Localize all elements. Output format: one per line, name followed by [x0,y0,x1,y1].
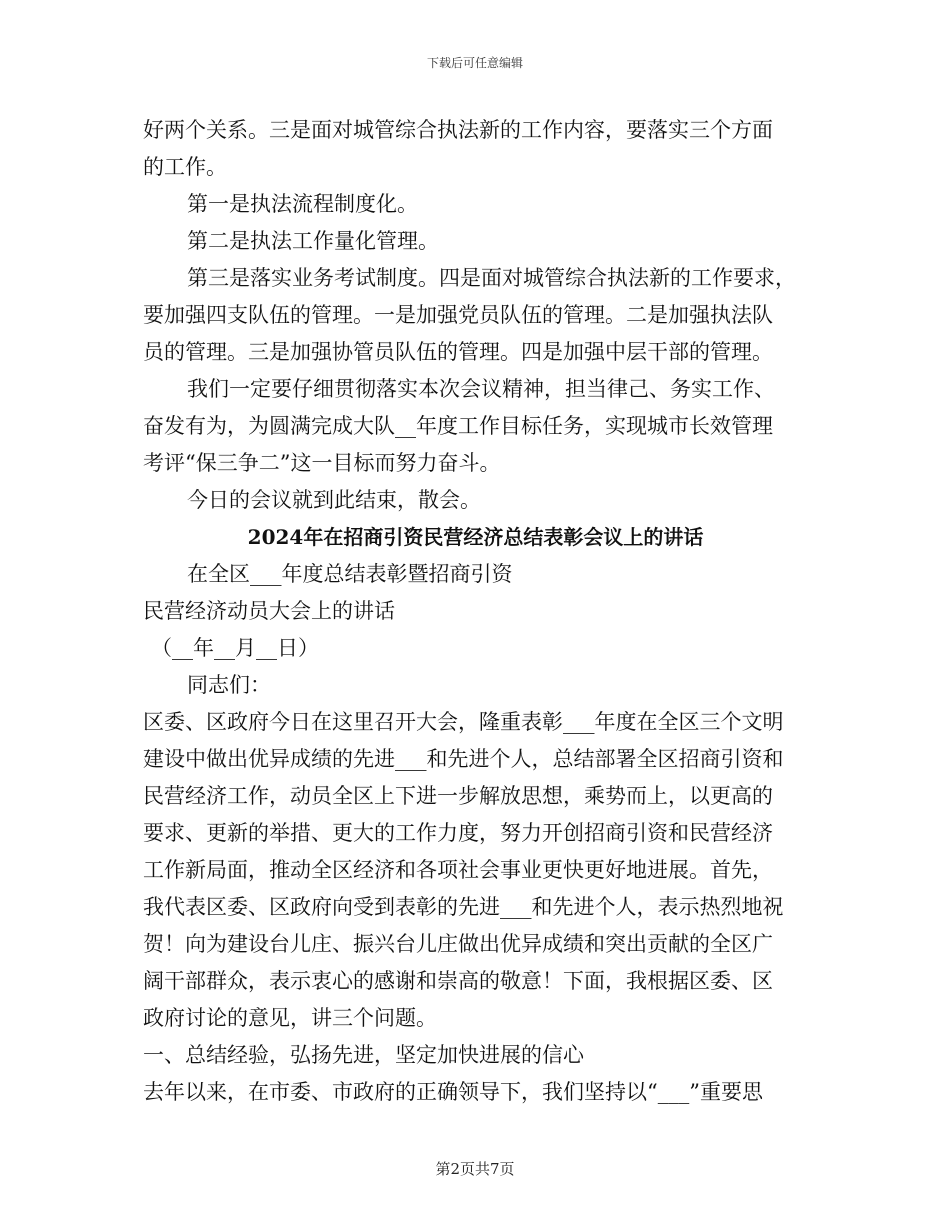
text-line: 工作新局面，推动全区经济和各项社会事业更快更好地进展。首先， [143,858,773,882]
text-line: 的工作。 [143,155,227,179]
text-line: 要求、更新的举措、更大的工作力度，努力开创招商引资和民营经济 [143,821,773,845]
text-line: 第二是执法工作量化管理。 [187,229,439,253]
text-line: 建设中做出优异成绩的先进___和先进个人，总结部署全区招商引资和 [143,747,784,771]
text-line: 好两个关系。三是面对城管综合执法新的工作内容，要落实三个方面 [143,118,773,142]
text-line: 员的管理。三是加强协管员队伍的管理。四是加强中层干部的管理。 [143,340,773,364]
text-line: 第三是落实业务考试制度。四是面对城管综合执法新的工作要求， [187,266,796,290]
page-header: 下载后可任意编辑 [426,56,523,70]
text-line: 奋发有为，为圆满完成大队__年度工作目标任务，实现城市长效管理 [143,414,773,438]
section-heading: 一、总结经验，弘扬先进，坚定加快进展的信心 [143,1043,584,1067]
document-body [143,112,808,1111]
text-line: 区委、区政府今日在这里召开大会，隆重表彰___年度在全区三个文明 [143,710,784,734]
text-line: 第一是执法流程制度化。 [187,192,418,216]
speech-title: 2024年在招商引资民营经济总结表彰会议上的讲话 [247,525,704,549]
text-line: 贺！向为建设台儿庄、振兴台儿庄做出优异成绩和突出贡献的全区广 [143,932,773,956]
salutation: 同志们： [187,673,271,697]
subtitle-line: 民营经济动员大会上的讲话 [143,599,395,623]
speech-date: （__年__月__日） [151,636,319,660]
text-line: 今日的会议就到此结束，散会。 [187,488,481,512]
subtitle-line: 在全区___年度总结表彰暨招商引资 [187,562,513,586]
text-line: 我代表区委、区政府向受到表彰的先进___和先进个人，表示热烈地祝 [143,895,784,919]
text-line: 我们一定要仔细贯彻落实本次会议精神，担当律己、务实工作、 [187,377,775,401]
text-line: 民营经济工作，动员全区上下进一步解放思想，乘势而上，以更高的 [143,784,773,808]
text-line: 阔干部群众，表示衷心的感谢和崇高的敬意！下面，我根据区委、区 [143,969,773,993]
text-line: 去年以来，在市委、市政府的正确领导下，我们坚持以“___”重要思 [143,1080,763,1104]
text-line: 要加强四支队伍的管理。一是加强党员队伍的管理。二是加强执法队 [143,303,773,327]
text-line: 考评“保三争二”这一目标而努力奋斗。 [143,451,501,475]
page-footer: 第2页共7页 [435,1160,515,1178]
text-line: 政府讨论的意见，讲三个问题。 [143,1006,437,1030]
